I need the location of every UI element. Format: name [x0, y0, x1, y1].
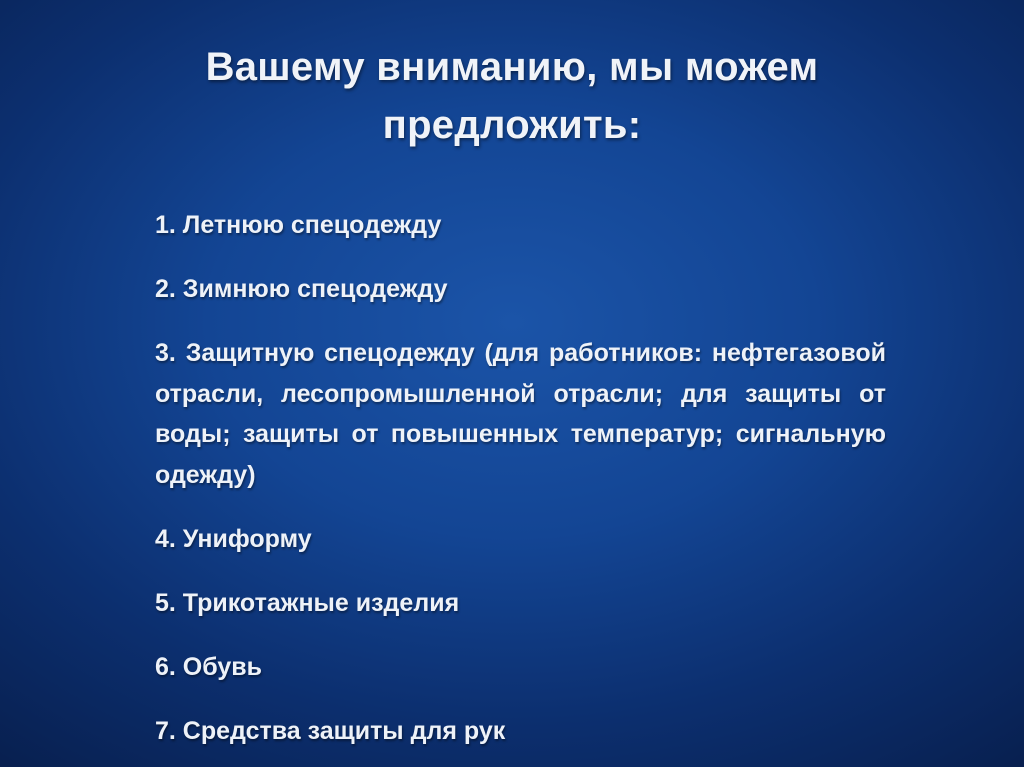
list-item: 1. Летнюю спецодежду — [155, 211, 442, 239]
offer-list — [155, 205, 886, 767]
list-item: 4. Униформу — [155, 525, 312, 553]
list-item: 5. Трикотажные изделия — [155, 589, 460, 617]
list-item: 2. Зимнюю спецодежду — [155, 275, 448, 303]
list-item: 3. Защитную спецодежду (для работников: нефтегазовой отрасли, лесопромышленной отрасли; для защиты от воды; защиты от повышенных температур; сигнальную одежду) — [155, 339, 886, 489]
list-item: 6. Обувь — [155, 653, 262, 681]
slide-title: Вашему вниманию, мы можем предложить: — [205, 45, 819, 147]
list-item: 7. Средства защиты для рук — [155, 717, 506, 745]
